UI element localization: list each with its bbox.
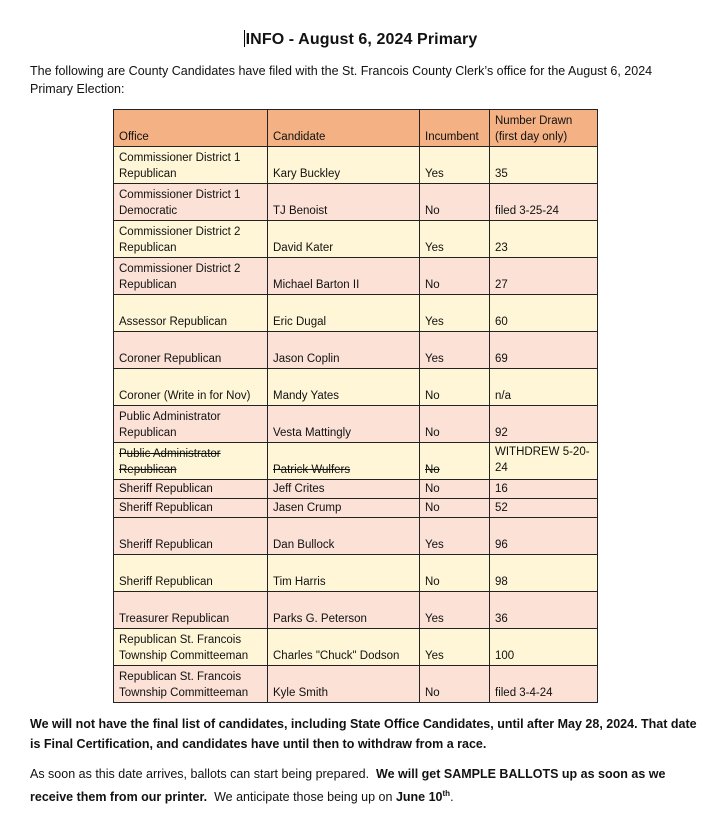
header-candidate: Candidate xyxy=(268,110,420,147)
candidate-cell: Parks G. Peterson xyxy=(268,592,420,629)
table-row xyxy=(114,629,598,666)
table-row xyxy=(114,592,598,629)
table-row xyxy=(114,443,598,480)
candidate-cell: Tim Harris xyxy=(268,555,420,592)
candidate-cell: Kary Buckley xyxy=(268,147,420,184)
number-cell: WITHDREW 5-20-24 xyxy=(490,443,598,480)
table-row xyxy=(114,499,598,518)
candidate-cell: Jasen Crump xyxy=(268,499,420,518)
header-incumbent: Incumbent xyxy=(420,110,490,147)
incumbent-cell: No xyxy=(420,555,490,592)
office-cell: Commissioner District 2 Republican xyxy=(114,258,268,295)
candidate-cell: Charles "Chuck" Dodson xyxy=(268,629,420,666)
candidate-cell: Mandy Yates xyxy=(268,369,420,406)
number-cell: 27 xyxy=(490,258,598,295)
incumbent-cell: Yes xyxy=(420,147,490,184)
incumbent-cell: No xyxy=(420,369,490,406)
intro-paragraph: The following are County Candidates have filed with the St. Francois County Clerk’s office for the August 6, 2024 Primary Election: xyxy=(30,64,653,96)
candidate-cell: Patrick Wulfers xyxy=(268,443,420,480)
incumbent-cell: No xyxy=(420,480,490,499)
incumbent-cell: No xyxy=(420,406,490,443)
office-cell: Sheriff Republican xyxy=(114,555,268,592)
table-row xyxy=(114,295,598,332)
office-cell: Commissioner District 1 Democratic xyxy=(114,184,268,221)
ballot-date xyxy=(396,790,450,804)
candidate-cell: Dan Bullock xyxy=(268,518,420,555)
table-row xyxy=(114,332,598,369)
number-cell: 36 xyxy=(490,592,598,629)
incumbent-cell: Yes xyxy=(420,221,490,258)
table-row xyxy=(114,258,598,295)
number-cell: 98 xyxy=(490,555,598,592)
office-cell: Coroner Republican xyxy=(114,332,268,369)
page-title xyxy=(0,30,721,49)
table-row xyxy=(114,221,598,258)
number-cell: n/a xyxy=(490,369,598,406)
number-cell: 100 xyxy=(490,629,598,666)
office-cell: Sheriff Republican xyxy=(114,518,268,555)
table-row xyxy=(114,518,598,555)
candidate-cell: Michael Barton II xyxy=(268,258,420,295)
header-number-drawn xyxy=(490,110,598,147)
candidate-cell: TJ Benoist xyxy=(268,184,420,221)
office-cell: Public Administrator Republican xyxy=(114,443,268,480)
table-row xyxy=(114,666,598,703)
candidate-cell: Eric Dugal xyxy=(268,295,420,332)
office-cell: Treasurer Republican xyxy=(114,592,268,629)
table-row xyxy=(114,555,598,592)
ballot-notice-part2: We will get SAMPLE BALLOTS up as soon as we receive them from our printer. xyxy=(30,767,666,805)
office-cell: Coroner (Write in for Nov) xyxy=(114,369,268,406)
candidate-cell: Kyle Smith xyxy=(268,666,420,703)
incumbent-cell: Yes xyxy=(420,332,490,369)
table-header-row xyxy=(114,110,598,147)
candidate-cell: Vesta Mattingly xyxy=(268,406,420,443)
number-cell: 35 xyxy=(490,147,598,184)
table-row xyxy=(114,184,598,221)
incumbent-cell: No xyxy=(420,443,490,480)
table-row xyxy=(114,147,598,184)
office-cell: Assessor Republican xyxy=(114,295,268,332)
incumbent-cell: Yes xyxy=(420,295,490,332)
table-row xyxy=(114,480,598,499)
number-cell: filed 3-4-24 xyxy=(490,666,598,703)
incumbent-cell: Yes xyxy=(420,518,490,555)
incumbent-cell: No xyxy=(420,258,490,295)
candidate-cell: Jason Coplin xyxy=(268,332,420,369)
candidate-cell: Jeff Crites xyxy=(268,480,420,499)
number-cell: 92 xyxy=(490,406,598,443)
office-cell: Public Administrator Republican xyxy=(114,406,268,443)
number-cell: 96 xyxy=(490,518,598,555)
number-cell: filed 3-25-24 xyxy=(490,184,598,221)
ballot-date-suffix: th xyxy=(442,789,451,798)
header-office: Office xyxy=(114,110,268,147)
incumbent-cell: No xyxy=(420,666,490,703)
candidates-table xyxy=(113,109,598,703)
incumbent-cell: Yes xyxy=(420,629,490,666)
office-cell: Republican St. Francois Township Committeeman xyxy=(114,629,268,666)
header-number-line2: (first day only) xyxy=(495,131,568,143)
incumbent-cell: No xyxy=(420,499,490,518)
office-cell: Commissioner District 1 Republican xyxy=(114,147,268,184)
number-cell: 69 xyxy=(490,332,598,369)
header-number-line1: Number Drawn xyxy=(495,115,573,127)
office-cell: Republican St. Francois Township Committeeman xyxy=(114,666,268,703)
title-text: INFO - August 6, 2024 Primary xyxy=(245,31,478,48)
ballot-notice-end: . xyxy=(450,790,454,805)
office-cell: Commissioner District 2 Republican xyxy=(114,221,268,258)
incumbent-cell: No xyxy=(420,184,490,221)
ballot-date-text: June 10 xyxy=(395,790,443,805)
table-row xyxy=(114,369,598,406)
office-cell: Sheriff Republican xyxy=(114,499,268,518)
table-row xyxy=(114,406,598,443)
number-cell: 60 xyxy=(490,295,598,332)
incumbent-cell: Yes xyxy=(420,592,490,629)
ballot-notice-part3: We anticipate those being up on xyxy=(214,790,393,805)
number-cell: 52 xyxy=(490,499,598,518)
office-cell: Sheriff Republican xyxy=(114,480,268,499)
text-cursor xyxy=(244,30,245,47)
candidate-cell: David Kater xyxy=(268,221,420,258)
final-list-notice: We will not have the final list of candidates, including State Office Candidates, until after May 28, 2024. That date is Final Certification, and candidates have until then to withdraw from a race. xyxy=(30,717,697,751)
number-cell: 16 xyxy=(490,480,598,499)
number-cell: 23 xyxy=(490,221,598,258)
ballot-notice-part1: As soon as this date arrives, ballots can start being prepared. xyxy=(30,767,370,781)
ballot-notice xyxy=(30,764,700,807)
